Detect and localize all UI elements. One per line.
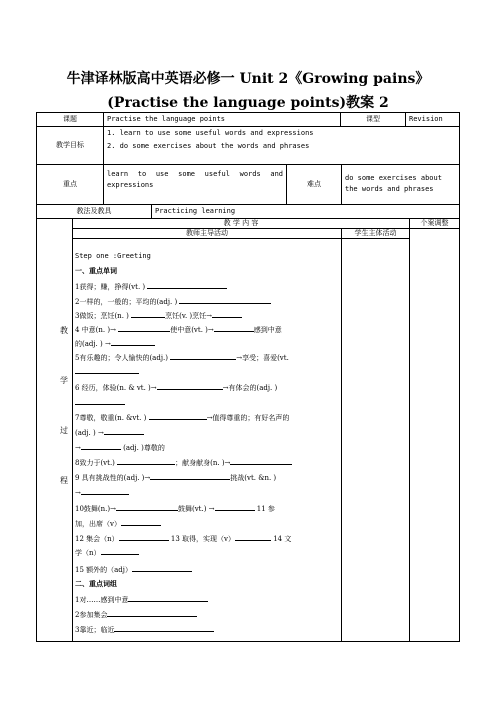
line-3: 3做饭；烹饪(n. ) 烹饪(v. )烹饪→ xyxy=(75,310,341,321)
line-9: 9 具有挑战性的(adj. )→ 挑战(vt. &n. ) xyxy=(75,474,277,482)
line-6b xyxy=(75,397,341,408)
difficulty-label: 难点 xyxy=(286,164,342,205)
teacher-header: 教师主导活动 xyxy=(72,228,342,239)
adjust-column xyxy=(409,228,460,642)
difficulty-value: do some exercises about the words and phrases xyxy=(341,164,460,205)
phrase-3: 3靠近；临近 xyxy=(75,624,341,635)
line-12b: 学（n） xyxy=(75,547,341,558)
line-1: 1获得；赚，挣得(vt. ) xyxy=(75,281,341,292)
line-10: 10鼓舞(n.)→ 鼓舞(vt.) → 11 参 xyxy=(75,505,275,513)
content-header: 教 学 内 容 xyxy=(72,218,410,229)
document-subtitle: (Practise the language points)教案 2 xyxy=(107,95,389,111)
process-char-2: 学 xyxy=(60,376,68,385)
line-4b: 的(adj. ) → xyxy=(75,338,341,349)
student-header: 学生主体活动 xyxy=(341,228,410,239)
line-step-one: Step one :Greeting xyxy=(75,252,151,260)
process-column xyxy=(36,218,73,642)
type-value: Revision xyxy=(405,112,460,127)
line-8: 8致力于(vt.) ；献身献身(n. )→ xyxy=(75,457,341,468)
line-5: 5有乐趣的；令人愉快的(adj.) →享受；喜爱(vt. xyxy=(75,354,289,362)
line-6: 6 经历，体验(n. & vt. )→ →有体会的(adj. ) xyxy=(75,384,278,392)
phrase-1: 1对……感到中意 xyxy=(75,594,341,605)
line-10b: 加，出席（v） xyxy=(75,518,341,529)
process-char-1: 教 xyxy=(60,326,68,335)
line-12: 12 集会（n） 13 取得，实现（v） 14 文 xyxy=(75,535,292,543)
line-section-phrases: 二、重点词组 xyxy=(75,579,117,588)
key-label: 重点 xyxy=(36,164,104,205)
line-2: 2一样的，一般的；平均的(adj. ) xyxy=(75,296,341,307)
document-title: 牛津译林版高中英语必修一 Unit 2《Growing pains》 xyxy=(66,71,430,87)
goal-2: 2. do some exercises about the words and phrases xyxy=(107,142,310,150)
goals-value xyxy=(103,126,460,165)
line-section-words: 一、重点单词 xyxy=(75,266,117,275)
topic-label: 课题 xyxy=(36,112,104,127)
line-7c: → (adj. )尊敬的 xyxy=(75,444,165,452)
type-label: 课型 xyxy=(340,112,406,127)
line-9b: → xyxy=(75,487,341,498)
student-activity xyxy=(341,238,410,642)
process-char-3: 过 xyxy=(60,426,68,435)
line-7b: (adj. ) → xyxy=(75,427,341,438)
method-label: 教法及教具 xyxy=(36,204,152,219)
line-15: 15 额外的（adj） xyxy=(75,564,341,575)
method-value: Practicing learning xyxy=(151,204,460,219)
line-4: 4 中意(n. )→ 使中意(vt. )→ 感到中意 xyxy=(75,326,282,334)
topic-value: Practise the language points xyxy=(103,112,341,127)
line-5b xyxy=(75,366,341,377)
process-char-4: 程 xyxy=(60,476,68,485)
key-value: learn to use some useful words and expressions xyxy=(103,164,287,205)
goals-label: 教学目标 xyxy=(36,126,104,165)
goal-1: 1. learn to use some useful words and expressions xyxy=(107,129,314,137)
adjust-header: 个案调整 xyxy=(409,218,460,229)
phrase-2: 2参加集会 xyxy=(75,609,341,620)
line-7: 7尊敬，敬重(n. &vt. ) →值得尊重的；有好名声的 xyxy=(75,414,290,422)
